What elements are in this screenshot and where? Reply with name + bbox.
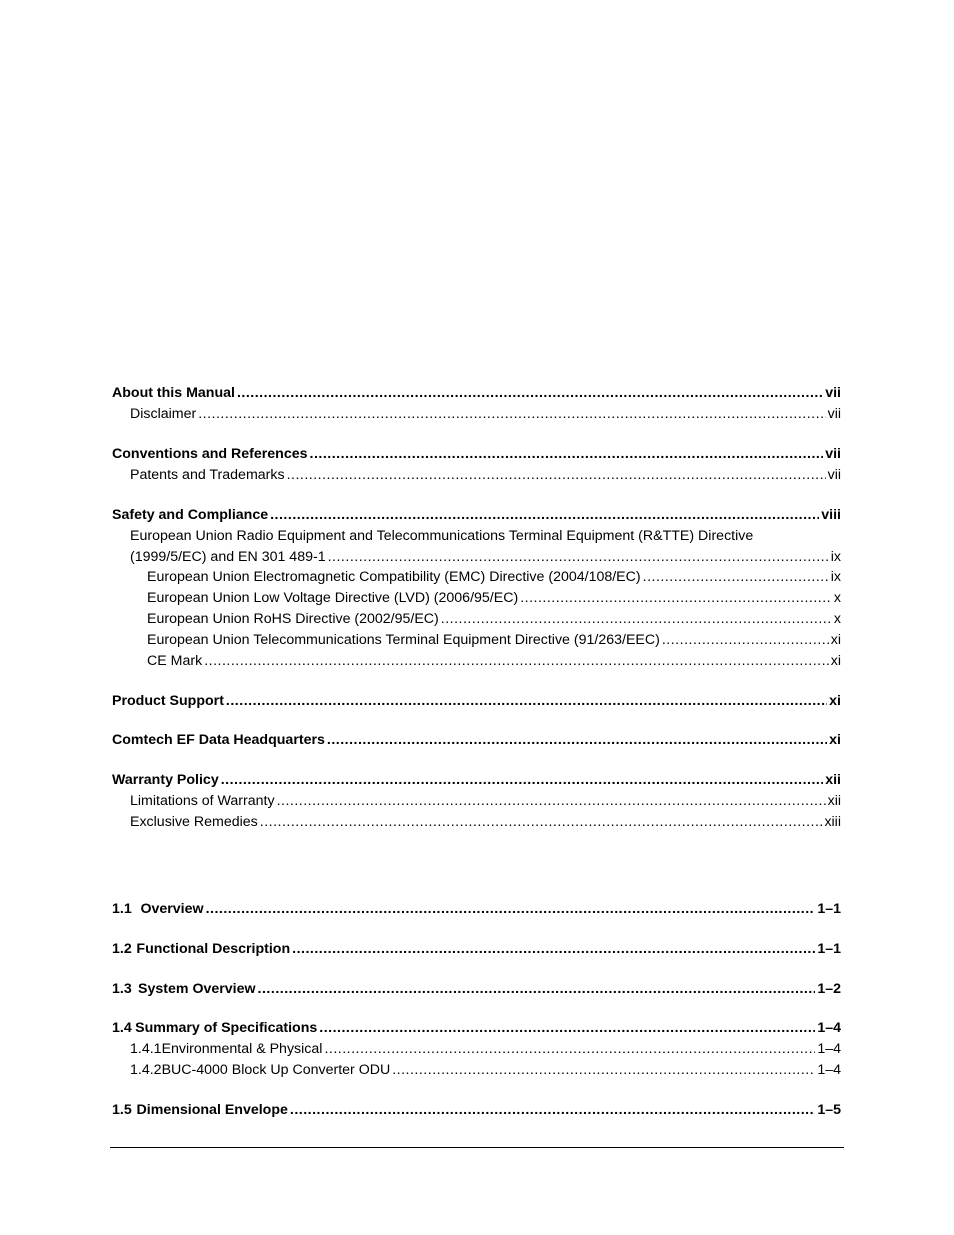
toc-page-number: 1–4 bbox=[817, 1062, 841, 1078]
toc-leader-dots bbox=[237, 383, 823, 404]
toc-leader-dots bbox=[206, 899, 816, 920]
toc-page-number: 1–1 bbox=[817, 941, 841, 957]
toc-page-number: xi bbox=[830, 653, 841, 669]
toc-entry-title: About this Manual bbox=[112, 385, 235, 401]
toc-entry-title: System Overview bbox=[138, 981, 256, 997]
toc-entry-title: Conventions and References bbox=[112, 446, 308, 462]
toc-entry-title: Patents and Trademarks bbox=[130, 467, 285, 483]
toc-page-number: vii bbox=[825, 446, 841, 462]
toc-entry-ce-mark[interactable] bbox=[112, 651, 841, 672]
toc-entry-disclaimer[interactable] bbox=[112, 404, 841, 425]
toc-entry-title: European Union Low Voltage Directive (LVD) (2006/95/EC) bbox=[147, 590, 519, 606]
toc-page-number: 1–4 bbox=[817, 1041, 841, 1057]
toc-entry-rtte-directive-line2[interactable] bbox=[112, 547, 841, 568]
toc-leader-dots bbox=[392, 1060, 815, 1081]
toc-entry-section-1-4-1[interactable] bbox=[112, 1039, 841, 1060]
toc-leader-dots bbox=[662, 630, 829, 651]
toc-entry-product-support[interactable] bbox=[112, 691, 841, 712]
toc-entry-title: European Union Telecommunications Terminal Equipment Directive (91/263/EEC) bbox=[147, 632, 660, 648]
toc-section-number: 1.4.1 bbox=[130, 1041, 162, 1057]
toc-leader-dots bbox=[310, 444, 824, 465]
toc-page-number: xi bbox=[829, 693, 841, 709]
toc-leader-dots bbox=[258, 979, 816, 1000]
toc-entry-patents-and-trademarks[interactable] bbox=[112, 465, 841, 486]
toc-page-number: xii bbox=[827, 793, 841, 809]
toc-page-number: viii bbox=[821, 507, 841, 523]
toc-entry-headquarters[interactable] bbox=[112, 730, 841, 751]
toc-page-number: 1–2 bbox=[817, 981, 841, 997]
toc-page-number: ix bbox=[830, 549, 841, 565]
toc-entry-section-1-1[interactable] bbox=[112, 899, 841, 920]
toc-entry-title: Exclusive Remedies bbox=[130, 814, 258, 830]
toc-page-number: vii bbox=[827, 467, 841, 483]
toc-entry-title: (1999/5/EC) and EN 301 489-1 bbox=[130, 549, 326, 565]
toc-leader-dots bbox=[198, 404, 825, 425]
toc-entry-title: Summary of Specifications bbox=[135, 1020, 318, 1036]
toc-leader-dots bbox=[328, 547, 829, 568]
toc-entry-title: Dimensional Envelope bbox=[136, 1102, 288, 1118]
toc-page-number: ix bbox=[830, 569, 841, 585]
toc-entry-limitations-of-warranty[interactable] bbox=[112, 791, 841, 812]
toc-entry-safety-and-compliance[interactable] bbox=[112, 505, 841, 526]
toc-page-number: 1–5 bbox=[817, 1102, 841, 1118]
toc-leader-dots bbox=[327, 730, 827, 751]
toc-page-number: vii bbox=[827, 406, 841, 422]
toc-section-number: 1.4 bbox=[112, 1020, 132, 1036]
footer-divider bbox=[110, 1147, 844, 1148]
toc-leader-dots bbox=[319, 1018, 815, 1039]
toc-entry-section-1-4-2[interactable] bbox=[112, 1060, 841, 1081]
toc-entry-exclusive-remedies[interactable] bbox=[112, 812, 841, 833]
toc-leader-dots bbox=[204, 651, 829, 672]
toc-section-number: 1.2 bbox=[112, 941, 132, 957]
toc-entry-title: CE Mark bbox=[147, 653, 203, 669]
toc-entry-title: Functional Description bbox=[136, 941, 291, 957]
toc-entry-title: European Union Electromagnetic Compatibility (EMC) Directive (2004/108/EC) bbox=[147, 569, 641, 585]
toc-leader-dots bbox=[292, 939, 815, 960]
toc-leader-dots bbox=[290, 1100, 815, 1121]
toc-section-number: 1.3 bbox=[112, 981, 132, 997]
toc-page-number: xiii bbox=[824, 814, 841, 830]
toc-leader-dots bbox=[221, 770, 824, 791]
toc-leader-dots bbox=[643, 567, 829, 588]
toc-entry-title: Disclaimer bbox=[130, 406, 197, 422]
toc-entry-title: European Union RoHS Directive (2002/95/EC) bbox=[147, 611, 439, 627]
toc-entry-tte-directive[interactable] bbox=[112, 630, 841, 651]
toc-entry-title: Comtech EF Data Headquarters bbox=[112, 732, 325, 748]
toc-entry-section-1-4[interactable] bbox=[112, 1018, 841, 1039]
toc-entry-title: BUC-4000 Block Up Converter ODU bbox=[161, 1062, 391, 1078]
toc-leader-dots bbox=[441, 609, 832, 630]
toc-entry-warranty-policy[interactable] bbox=[112, 770, 841, 791]
toc-entry-rohs-directive[interactable] bbox=[112, 609, 841, 630]
toc-page-number: x bbox=[833, 590, 841, 606]
toc-page-number: 1–4 bbox=[817, 1020, 841, 1036]
toc-entry-title: Environmental & Physical bbox=[161, 1041, 323, 1057]
toc-entry-title: Safety and Compliance bbox=[112, 507, 269, 523]
toc-entry-lvd-directive[interactable] bbox=[112, 588, 841, 609]
toc-section-number: 1.5 bbox=[112, 1102, 132, 1118]
toc-entry-title: Warranty Policy bbox=[112, 772, 219, 788]
toc-entry-section-1-5[interactable] bbox=[112, 1100, 841, 1121]
toc-page-number: xii bbox=[825, 772, 841, 788]
toc-page-number: vii bbox=[825, 385, 841, 401]
toc-entry-section-1-2[interactable] bbox=[112, 939, 841, 960]
toc-entry-about-this-manual[interactable] bbox=[112, 383, 841, 404]
toc-entry-rtte-directive-line1[interactable] bbox=[112, 526, 841, 547]
toc-entry-title: Product Support bbox=[112, 693, 224, 709]
toc-entry-title: European Union Radio Equipment and Telecommunications Terminal Equipment (R&TTE) Directive bbox=[130, 528, 754, 544]
toc-section-number: 1.1 bbox=[112, 901, 132, 917]
toc-entry-title: Limitations of Warranty bbox=[130, 793, 275, 809]
toc-leader-dots bbox=[287, 465, 826, 486]
toc-leader-dots bbox=[277, 791, 826, 812]
toc-entry-conventions-and-references[interactable] bbox=[112, 444, 841, 465]
toc-entry-title: Overview bbox=[140, 901, 204, 917]
toc-page-number: xi bbox=[829, 732, 841, 748]
toc-entry-emc-directive[interactable] bbox=[112, 567, 841, 588]
toc-section-number: 1.4.2 bbox=[130, 1062, 162, 1078]
toc-leader-dots bbox=[270, 505, 819, 526]
toc-entry-section-1-3[interactable] bbox=[112, 979, 841, 1000]
toc-leader-dots bbox=[260, 812, 823, 833]
toc-leader-dots bbox=[226, 691, 827, 712]
toc-leader-dots bbox=[324, 1039, 815, 1060]
toc-leader-dots bbox=[520, 588, 832, 609]
toc-page-number: 1–1 bbox=[817, 901, 841, 917]
toc-page-number: x bbox=[833, 611, 841, 627]
toc-page-number: xi bbox=[830, 632, 841, 648]
